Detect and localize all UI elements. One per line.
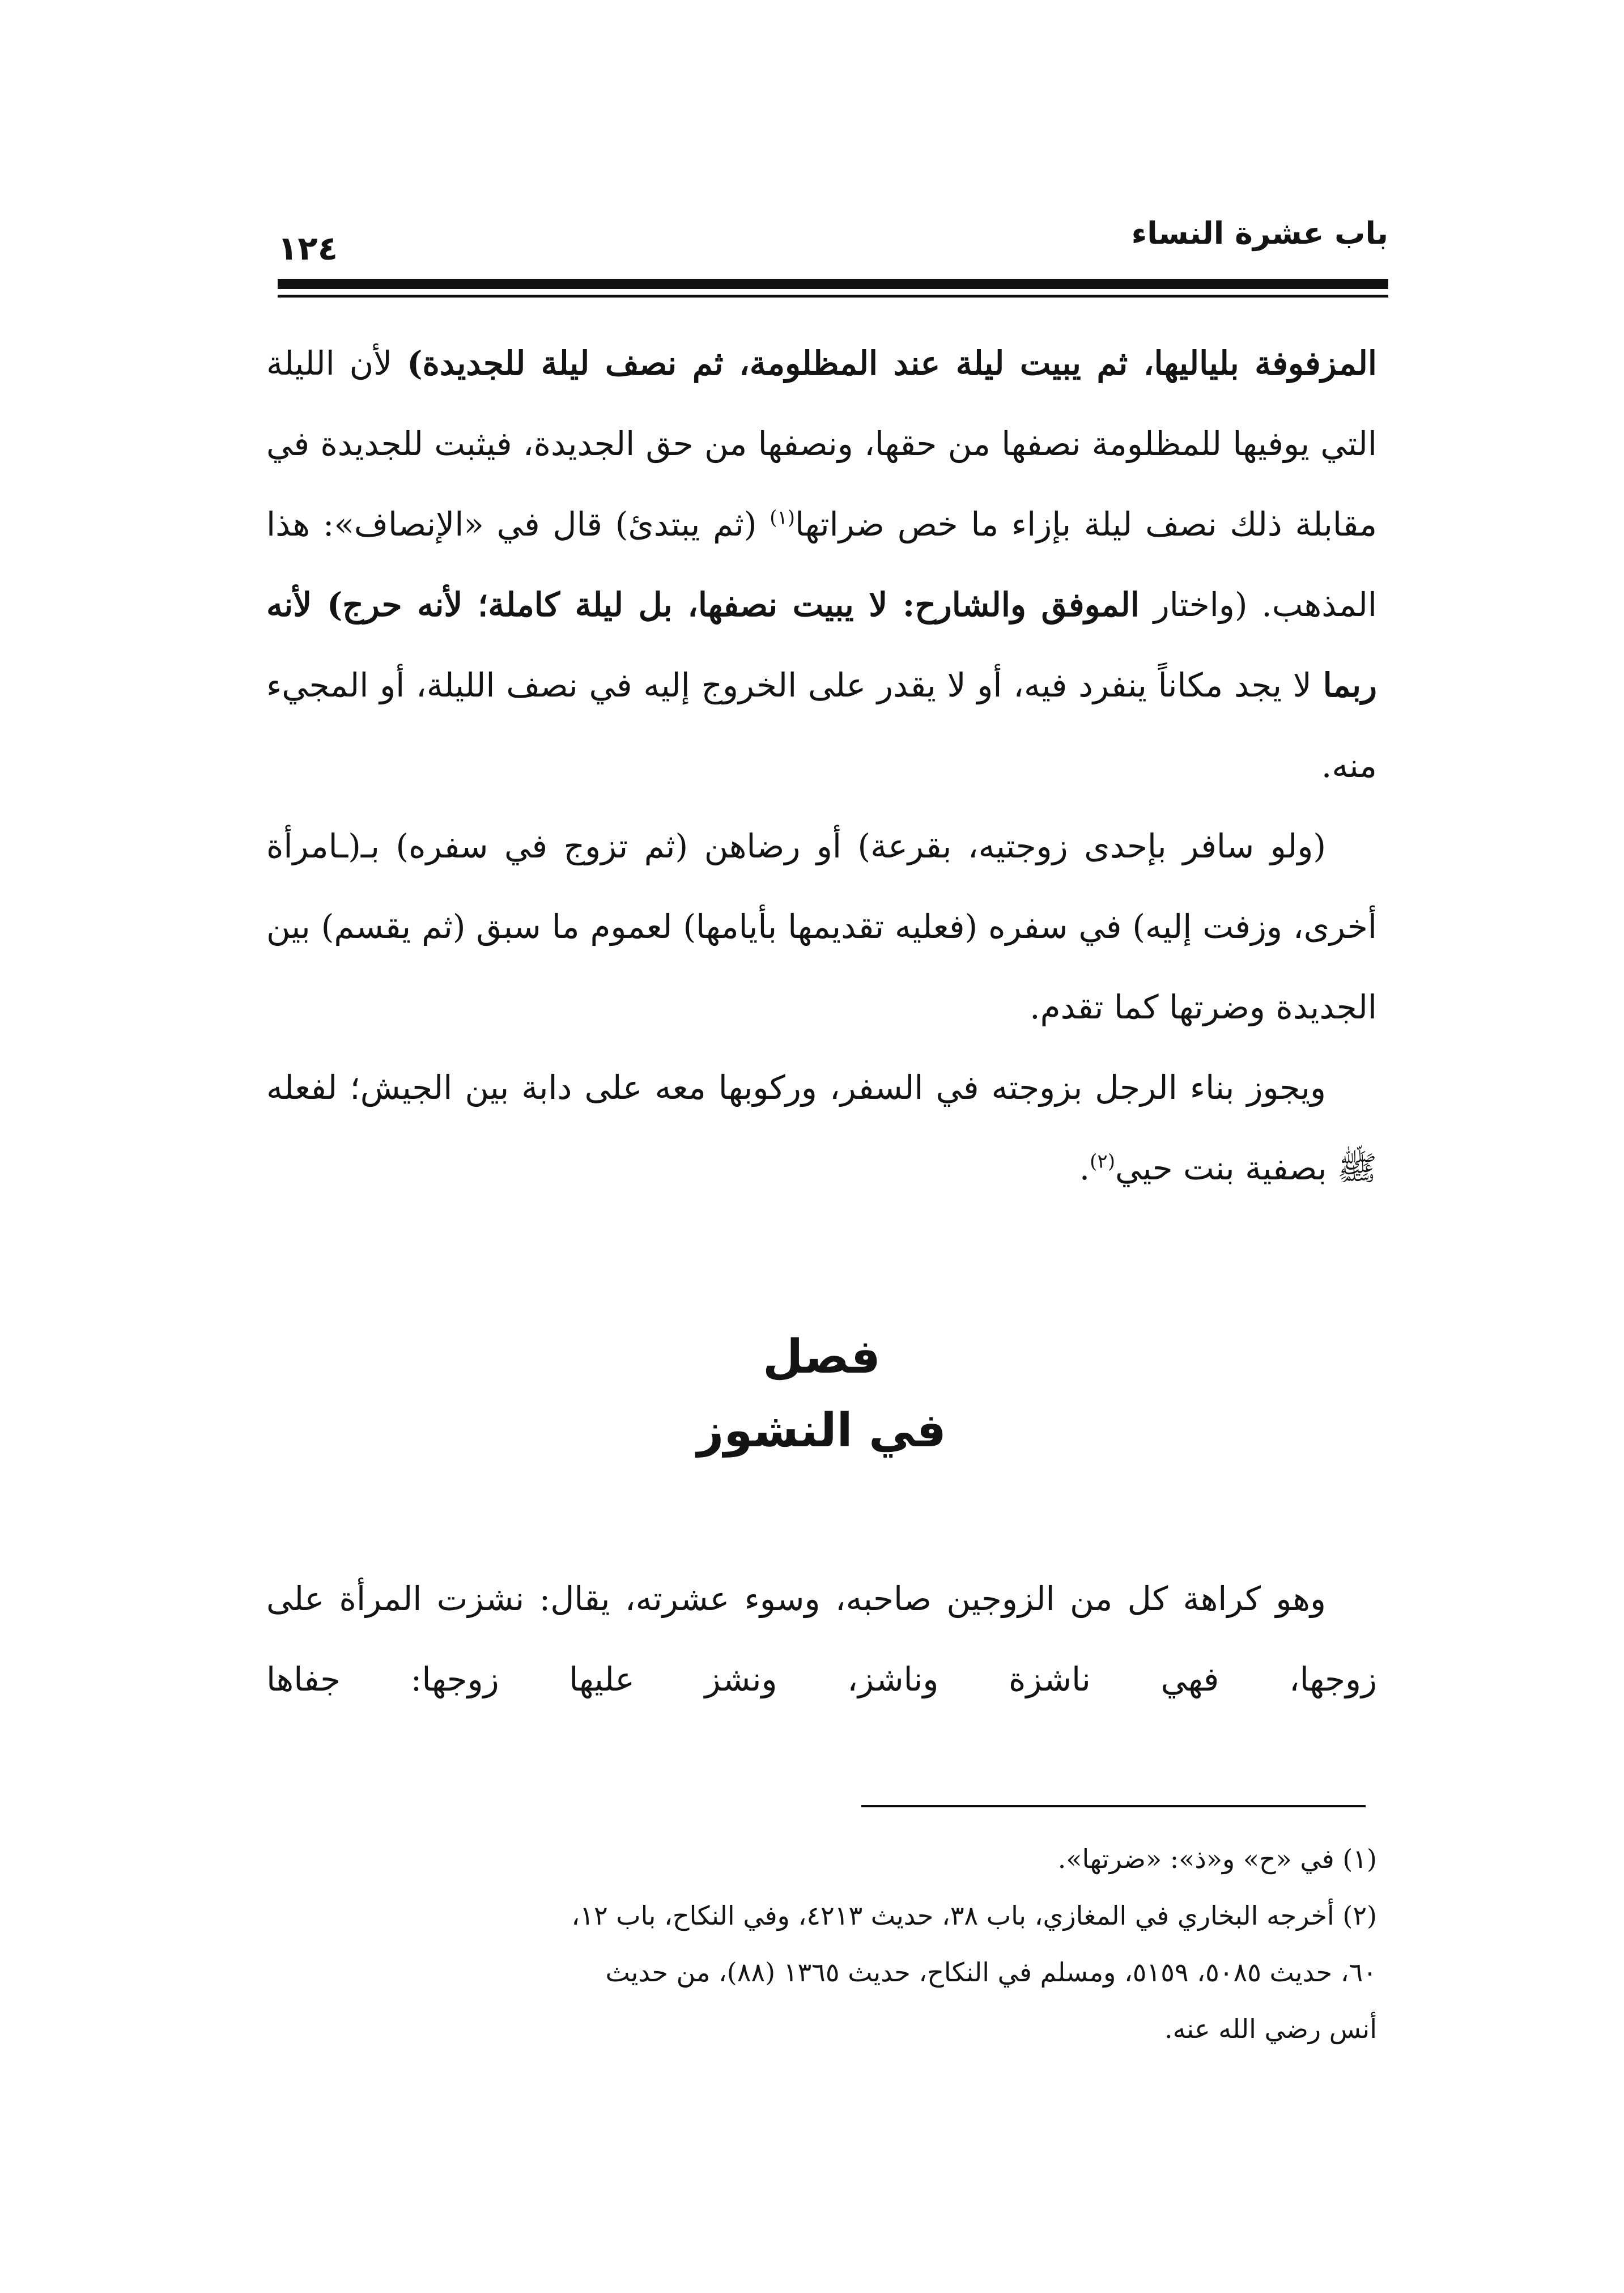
chapter-title: باب عشرة النساء [1131,215,1388,251]
footnote-2 [266,1887,1377,1944]
section-subtitle: في النشوز [697,1404,946,1458]
text-line: الجديدة، فيثبت للجديدة في مقابلة ذلك نصف ليلة بإزاء ما خص [266,424,1378,543]
text-line: (ولو سافر بإحدى زوجتيه، بقرعة) أو رضاهن (ثم تزوج في سفره) [396,827,1326,865]
header-rule-thick [278,279,1388,289]
footnote-separator [861,1805,1366,1807]
footnote-line: أنس رضي الله عنه. [1164,2014,1377,2044]
text-line: الموفق والشارح: لا يبيت نصفها، بل ليلة كاملة؛ لأنه حرج) لأنه ربما [266,585,1377,704]
main-text [266,323,1377,1208]
text-line: المزفوفة بلياليها، ثم يبيت ليلة عند المظلومة، ثم نصف ليلة للجديدة) [407,344,1377,383]
text-line: (ثم يبتدئ) قال في «الإنصاف»: هذا المذهب. (واختار [266,505,1378,624]
footnote-2-continued [266,1944,1377,2001]
running-head [278,215,1388,283]
text-line: لأن الليلة التي يوفيها للمظلومة نصفها من حقها، ونصفها من حق [266,344,1377,463]
text-line: الجيش؛ لفعله ﷺ بصفية بنت حيي [266,1068,1377,1187]
footnotes [266,1831,1377,2057]
footnote-marker: (١) [770,506,796,529]
text-line: المرأة على زوجها، فهي ناشزة وناشز، ونشز عليها زوجها: جفاها [266,1579,1377,1698]
text-line: لا يجد مكاناً ينفرد فيه، أو لا يقدر على الخروج إليه في نصف الليلة، أو [380,666,1312,704]
footnote-marker: (٢) [1090,1150,1115,1173]
text-line: بـ(ـامرأة أخرى، وزفت إليه) في سفره (فعليه تقديمها بأيامها) لعموم ما [266,827,1377,946]
paragraph-3 [266,1047,1377,1208]
header-rule-thin [278,295,1388,298]
text-line: وهو كراهة كل من الزوجين صاحبه، وسوء عشرته، يقال: نشزت [436,1579,1326,1618]
paragraph-1 [266,323,1377,806]
text-line: . [1079,1149,1090,1187]
section-text [266,1559,1377,1719]
section-paragraph [266,1559,1377,1719]
footnote-1: (١) في «ح» و«ذ»: «ضرتها». [1057,1844,1377,1874]
text-line: المجيء منه. [266,666,1377,785]
footnote-2-continued [266,2001,1377,2057]
footnote-line: ٦٠، حديث ٥٠٨٥، ٥١٥٩، ومسلم في النكاح، حديث ١٣٦٥ (٨٨)، من حديث [605,1957,1377,1988]
section-heading [266,1320,1377,1468]
text-line: ويجوز بناء الرجل بزوجته في السفر، وركوبها معه على دابة بين [465,1068,1327,1107]
page-number: ١٢٤ [278,229,338,267]
paragraph-2 [266,806,1377,1047]
section-title: فصل [763,1330,881,1384]
footnote-line: (٢) أخرجه البخاري في المغازي، باب ٣٨، حديث ٤٢١٣، وفي النكاح، باب ١٢، [571,1900,1377,1931]
text-line: سبق (ثم يقسم) بين الجديدة وضرتها كما تقدم. [266,907,1377,1026]
text-line: ضراتها [795,505,885,543]
